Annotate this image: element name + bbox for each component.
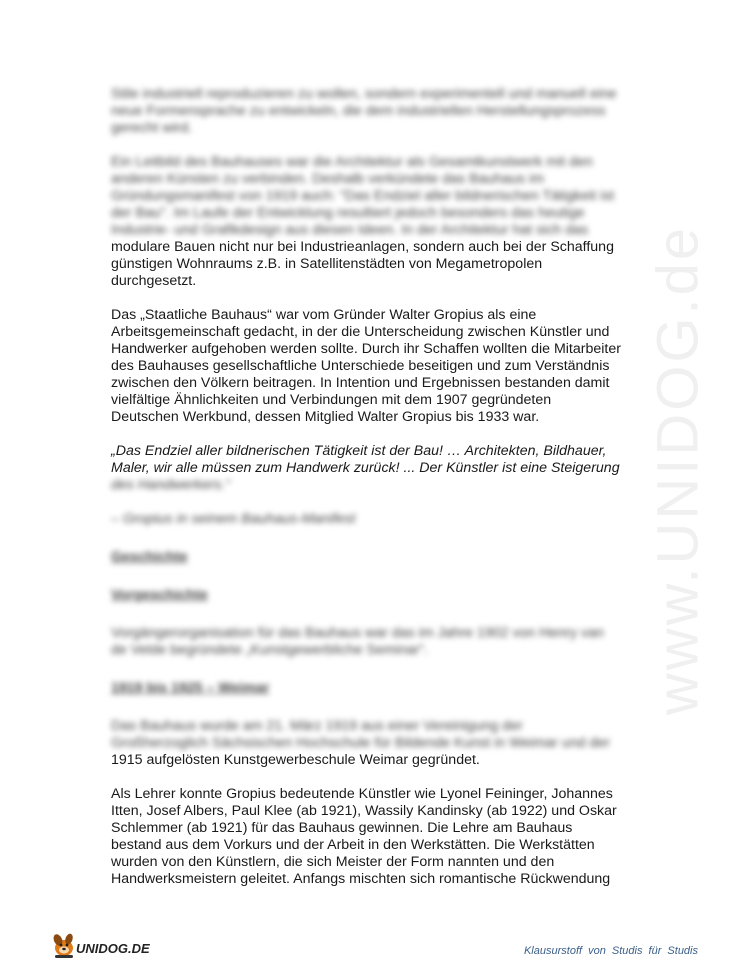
text-line: vielfältige Ähnlichkeiten und Verbindungen mit dem 1907 gegründeten [111, 392, 552, 408]
text-line: des Bauhauses gesellschaftliche Unterschiede beseitigen und zum Verständnis [111, 358, 610, 374]
text-line: neue Formensprache zu entwickeln, die dem industriellen Herstellungsprozess [111, 103, 606, 119]
watermark: www.UNIDOG.de [645, 224, 711, 716]
text-line: wurden von den Künstlern, die sich Meister der Form nannten und den [111, 854, 555, 870]
text-line: Gründungsmanifest von 1919 auch: "Das Endziel aller bildnerischen Tätigkeit ist [111, 188, 615, 204]
dog-icon [52, 933, 74, 958]
heading-geschichte: Geschichte [111, 549, 188, 565]
text-line: Schlemmer (ab 1921) für das Bauhaus gewinnen. Die Lehre am Bauhaus [111, 820, 573, 836]
quote-source: – Gropius in seinem Bauhaus-Manifest [111, 511, 356, 527]
footer-tagline: Klausurstoff von Studis für Studis [523, 945, 698, 957]
text-line: zwischen den Völkern beitragen. In Intention und Ergebnissen bestanden damit [111, 375, 610, 391]
logo-text: UNIDOG.DE [76, 941, 150, 956]
text-line: Deutschen Werkbund, dessen Mitglied Walter Gropius bis 1933 war. [111, 409, 540, 425]
text-line: Vorgängerorganisation für das Bauhaus war das im Jahre 1902 von Henry van [111, 625, 604, 641]
paragraph-1 [111, 86, 641, 137]
text-line: der Bau". Im Laufe der Entwicklung resultiert jedoch besonders das heutige [111, 205, 585, 221]
text-line: durchgesetzt. [111, 273, 197, 289]
text-line: anderen Künsten zu verbinden. Deshalb verkündete das Bauhaus im [111, 171, 545, 187]
paragraph-2 [111, 154, 641, 290]
text-line: Großherzoglich Sächsischen Hochschule für Bildende Kunst in Weimar und der [111, 735, 610, 751]
text-line: de Velde begründete „Kunstgewerbliche Seminar“. [111, 642, 429, 658]
text-line: Industrie- und Grafikdesign aus diesen Ideen. In der Architektur hat sich das [111, 222, 589, 238]
quote [111, 443, 641, 494]
heading-vorgeschichte: Vorgeschichte [111, 587, 208, 603]
paragraph-3 [111, 307, 641, 426]
text-line: gerecht wird. [111, 120, 193, 136]
text-line: Handwerker aufgehoben werden sollte. Durch ihr Schaffen wollten die Mitarbeiter [111, 341, 621, 357]
text-line: modulare Bauen nicht nur bei Industrieanlagen, sondern auch bei der Schaffung [111, 239, 614, 255]
text-line: Maler, wir alle müssen zum Handwerk zurück! ... Der Künstler ist eine Steigerung [111, 460, 620, 476]
document-body [111, 86, 641, 888]
text-line: bestand aus dem Vorkurs und der Arbeit in den Werkstätten. Die Werkstätten [111, 837, 595, 853]
text-line: Stile industriell reproduzieren zu wollen, sondern experimentell und manuell eine [111, 86, 617, 102]
text-line: Das „Staatliche Bauhaus“ war vom Gründer Walter Gropius als eine [111, 307, 537, 323]
text-line: Handwerksmeistern geleitet. Anfangs mischten sich romantische Rückwendung [111, 871, 611, 887]
text-line: Arbeitsgemeinschaft gedacht, in der die Unterscheidung zwischen Künstler und [111, 324, 610, 340]
text-line: Itten, Josef Albers, Paul Klee (ab 1921), Wassily Kandinsky (ab 1922) und Oskar [111, 803, 617, 819]
text-line: Als Lehrer konnte Gropius bedeutende Künstler wie Lyonel Feininger, Johannes [111, 786, 613, 802]
text-line: des Handwerkers.“ [111, 477, 231, 493]
unidog-logo [52, 928, 172, 960]
paragraph-6 [111, 786, 641, 888]
text-line: Ein Leitbild des Bauhauses war die Architektur als Gesamtkunstwerk mit den [111, 154, 593, 170]
paragraph-4 [111, 625, 641, 659]
text-line: günstigen Wohnraums z.B. in Satellitenstädten von Megametropolen [111, 256, 543, 272]
heading-weimar: 1919 bis 1925 – Weimar [111, 680, 270, 696]
text-line: 1915 aufgelösten Kunstgewerbeschule Weimar gegründet. [111, 752, 480, 768]
text-line: „Das Endziel aller bildnerischen Tätigkeit ist der Bau! … Architekten, Bildhauer, [111, 443, 607, 459]
text-line: Das Bauhaus wurde am 21. März 1919 aus einer Vereinigung der [111, 718, 523, 734]
paragraph-5 [111, 718, 641, 769]
